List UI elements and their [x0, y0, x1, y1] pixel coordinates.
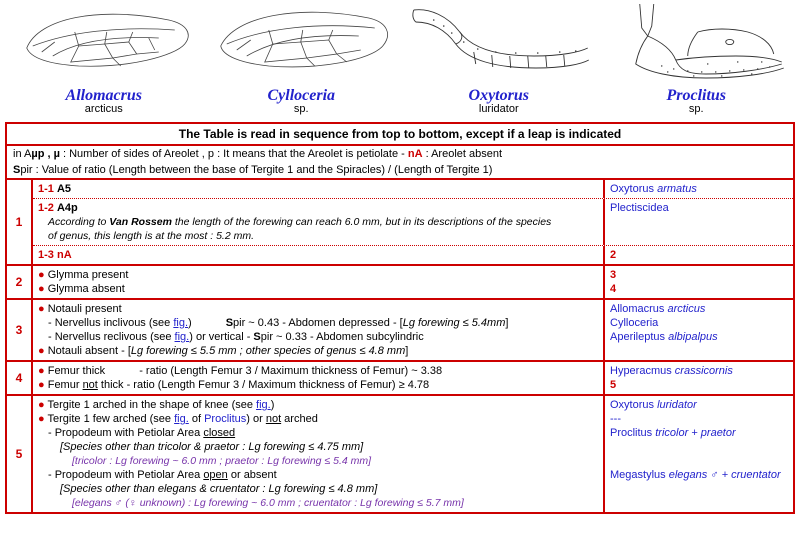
result-species: arcticus [667, 303, 706, 315]
lead-text: - ratio (Length Femur 3 / Maximum thickness of Femur) ~ 3.38 [139, 365, 443, 377]
lead-text: : Lg forewing ≤ 5.4 mm] [258, 455, 372, 467]
bullet-icon: ● [38, 303, 45, 315]
note-text-c: of genus, this length is at the most : 5.2 mm. [48, 230, 255, 242]
lead-text: - Propodeum with Petiolar Area [48, 469, 204, 481]
fig-link[interactable]: fig. [174, 413, 189, 425]
table-row [7, 396, 793, 512]
lead-text: pir ~ 0.33 - Abdomen subcylindric [260, 331, 424, 343]
legend-spir-s: S [13, 164, 21, 176]
figure-species-label: sp. [293, 103, 309, 115]
lead-emphasis: closed [203, 427, 236, 439]
table-subrow [33, 199, 793, 246]
row-result [605, 300, 793, 360]
lead-text: ) [188, 317, 192, 329]
lead-text: - Nervellus inclivous (see [48, 317, 174, 329]
species-name: elegans ♂ [74, 497, 123, 509]
lead-text: Femur thick [47, 365, 106, 377]
figure-genus-label: Allomacrus [65, 87, 142, 104]
result-genus: Proclitus [610, 427, 656, 439]
subrow-result [605, 246, 793, 264]
result-genus: Cylloceria [610, 317, 659, 329]
lead-measure: Lg forewing ≤ 5.5 mm ; other species of genus ≤ 4.8 mm [130, 345, 406, 357]
couplet-code: A5 [56, 183, 72, 195]
lead-text: : Lg forewing ≤ 4.75 mm] [239, 441, 364, 453]
result-species: tricolor + praetor [655, 427, 736, 439]
subrow-result [605, 180, 793, 198]
result-genus: Hyperacmus [610, 365, 675, 377]
lead-text: & [196, 483, 210, 495]
row-result [605, 266, 793, 298]
lead-text: [Species other than [60, 483, 158, 495]
lead-line: Notauli present [47, 303, 122, 315]
lead-text: ) or [246, 413, 266, 425]
lead-text: Tergite 1 few arched (see [47, 413, 175, 425]
forewing-venation-drawing-icon [5, 2, 203, 90]
couplet-code: A4p [56, 202, 78, 214]
species-name: cruentator [209, 483, 260, 495]
abdomen-tergite-drawing-icon [400, 2, 598, 90]
lead-text: (♀ unknown) : Lg forewing ~ 6.0 mm ; [122, 497, 304, 509]
row-number: 4 [7, 362, 33, 394]
lead-text: Femur [47, 379, 83, 391]
lead-text: arched [281, 413, 318, 425]
identification-key-table [5, 122, 795, 514]
lead-text: : Lg forewing ≤ 5.7 mm] [351, 497, 464, 509]
bullet-icon: ● [38, 345, 45, 357]
legend-spir [7, 162, 793, 180]
result-goto: 2 [610, 249, 617, 261]
note-text-b: the length of the forewing can reach 6.0 mm, but in its descriptions of the species [171, 216, 552, 228]
lead-text: & [190, 441, 205, 453]
spir-symbol: S [253, 331, 261, 343]
lead-text: pir ~ 0.43 - Abdomen depressed - [ [233, 317, 403, 329]
figure-proclitus [598, 2, 796, 118]
lead-text: - Nervellus reclivous (see [48, 331, 175, 343]
fig-link[interactable]: fig. [173, 317, 189, 329]
species-name: tricolor [157, 441, 191, 453]
lead-text: : Lg forewing ~ 6.0 mm ; [106, 455, 226, 467]
table-row [7, 266, 793, 300]
result-genus: Oxytorus [610, 183, 655, 195]
bullet-icon: ● [38, 365, 45, 377]
bullet-icon: ● [38, 379, 45, 391]
row-text [33, 266, 605, 298]
lead-emphasis: open [203, 469, 228, 481]
figure-cylloceria [203, 2, 401, 118]
legend-a-prefix: in A [13, 148, 32, 160]
subrow-text [33, 246, 605, 264]
result-species: crassicornis [674, 365, 733, 377]
species-name: praetor [225, 455, 259, 467]
genus-link[interactable]: Proclitus [204, 413, 247, 425]
figure-species-label: arcticus [84, 103, 123, 115]
spir-symbol: S [225, 317, 234, 329]
fig-link[interactable]: fig. [174, 331, 190, 343]
fig-link[interactable]: fig. [256, 399, 271, 411]
species-name: elegans [157, 483, 197, 495]
note-text-a: According to [48, 216, 110, 228]
couplet-lead: 1-2 [38, 202, 54, 214]
propodeum-petiolar-area-drawing-icon [598, 2, 796, 90]
figure-species-label: sp. [688, 103, 704, 115]
table-row [7, 180, 793, 266]
lead-text: ) or vertical - [189, 331, 254, 343]
legend-spir-text: pir : Value of ratio (Length between the base of Tergite 1 and the Spiracles) / (Length of Tergite 1) [20, 164, 493, 176]
figure-allomacrus [5, 2, 203, 118]
lead-text: or absent [227, 469, 277, 481]
lead-text: : Lg forewing ≤ 4.8 mm] [259, 483, 378, 495]
species-name: praetor [204, 441, 240, 453]
subrow-text [33, 199, 605, 245]
result-genus: Plectiscidea [610, 202, 669, 214]
figure-oxytorus [400, 2, 598, 118]
table-subrow [33, 246, 793, 264]
legend-a-text: : Number of sides of Areolet , p : It means that the Areolet is petiolate - [59, 148, 408, 160]
table-title: The Table is read in sequence from top to bottom, except if a leap is indicated [7, 124, 793, 146]
table-subrow [33, 180, 793, 199]
row-result [605, 362, 793, 394]
bullet-icon: ● [38, 269, 45, 281]
result-separator: --- [610, 413, 621, 425]
lead-text: ) [270, 399, 275, 411]
forewing-venation-drawing-icon [203, 2, 401, 90]
lead-text: Tergite 1 arched in the shape of knee (see [47, 399, 257, 411]
row-number: 5 [7, 396, 33, 512]
legend-na: nA [407, 148, 423, 160]
result-species: albipalpus [668, 331, 718, 343]
species-name: tricolor [74, 455, 107, 467]
lead-line: Glymma present [47, 269, 129, 281]
specimen-figures [5, 0, 795, 118]
row-result [605, 396, 793, 512]
result-genus: Megastylus [610, 469, 669, 481]
lead-text: thick - ratio (Length Femur 3 / Maximum thickness of Femur) ≥ 4.78 [97, 379, 430, 391]
legend-a-tail: : Areolet absent [422, 148, 503, 160]
lead-text: Notauli absent - [ [47, 345, 131, 357]
bullet-icon: ● [38, 413, 45, 425]
subrow-text [33, 180, 605, 198]
lead-text: [Species other than [60, 441, 158, 453]
result-species: armatus [657, 183, 697, 195]
row-number: 3 [7, 300, 33, 360]
row-text [33, 362, 605, 394]
legend-areolet [7, 146, 793, 162]
lead-text: [ [72, 497, 75, 509]
result-goto: 3 [610, 269, 617, 281]
result-species: elegans ♂ + cruentator [668, 469, 781, 481]
table-row [7, 362, 793, 396]
bullet-icon: ● [38, 399, 45, 411]
subrow-result [605, 199, 793, 245]
bullet-icon: ● [38, 283, 45, 295]
result-genus: Allomacrus [610, 303, 668, 315]
result-species: luridator [657, 399, 697, 411]
couplet-lead: 1-3 [38, 249, 54, 261]
key-rows [7, 180, 793, 512]
figure-genus-label: Oxytorus [468, 87, 529, 104]
result-genus: Aperileptus [610, 331, 669, 343]
result-goto: 5 [610, 379, 617, 391]
couplet-code: nA [56, 249, 72, 261]
result-genus: Oxytorus [610, 399, 658, 411]
legend-a-bold: µp , µ [31, 148, 60, 160]
figure-genus-label: Proclitus [666, 87, 727, 104]
lead-emphasis: not [265, 413, 282, 425]
figure-species-label: luridator [478, 103, 519, 115]
lead-text: ] [505, 317, 509, 329]
couplet-lead: 1-1 [38, 183, 54, 195]
lead-text: of [188, 413, 205, 425]
lead-text: - Propodeum with Petiolar Area [48, 427, 204, 439]
row-number: 2 [7, 266, 33, 298]
lead-line: Glymma absent [47, 283, 125, 295]
lead-text: [ [72, 455, 75, 467]
species-name: cruentator [304, 497, 352, 509]
row-text [33, 396, 605, 512]
result-goto: 4 [610, 283, 617, 295]
figure-genus-label: Cylloceria [267, 87, 336, 104]
lead-measure: Lg forewing ≤ 5.4mm [402, 317, 506, 329]
lead-emphasis: not [82, 379, 98, 391]
note-author: Van Rossem [109, 216, 172, 228]
row-number: 1 [7, 180, 33, 264]
lead-text: ] [405, 345, 409, 357]
table-row [7, 300, 793, 362]
row-text [33, 300, 605, 360]
